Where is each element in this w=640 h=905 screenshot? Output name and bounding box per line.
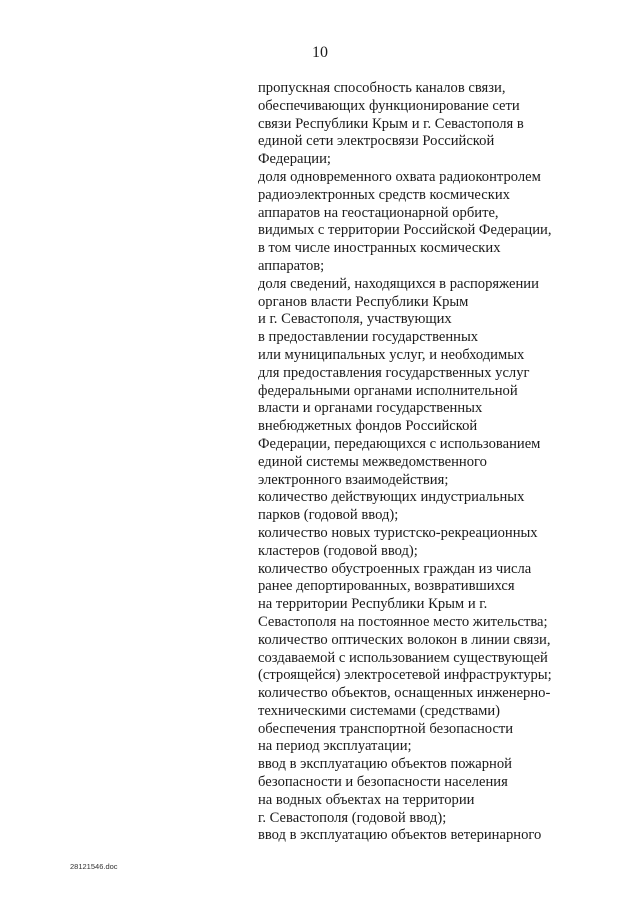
text-line: власти и органами государственных bbox=[258, 400, 483, 417]
text-line: органов власти Республики Крым bbox=[258, 293, 469, 310]
text-line: количество оптических волокон в линии связи, bbox=[258, 631, 551, 648]
text-line: пропускная способность каналов связи, bbox=[258, 80, 506, 96]
text-line: на территории Республики Крым и г. bbox=[258, 596, 488, 613]
text-line: кластеров (годовой ввод); bbox=[258, 542, 418, 559]
text-line: обеспечивающих функционирование сети bbox=[258, 97, 520, 114]
text-line: ранее депортированных, возвратившихся bbox=[258, 578, 515, 595]
text-line: радиоэлектронных средств космических bbox=[258, 186, 510, 203]
text-line: федеральными органами исполнительной bbox=[258, 382, 518, 399]
text-line: ввод в эксплуатацию объектов ветеринарного bbox=[258, 827, 542, 844]
text-line: техническими системами (средствами) bbox=[258, 702, 501, 719]
text-line: единой системы межведомственного bbox=[258, 453, 487, 470]
text-line: связи Республики Крым и г. Севастополя в bbox=[258, 115, 524, 132]
text-line: количество действующих индустриальных bbox=[258, 489, 525, 506]
text-line: и г. Севастополя, участвующих bbox=[258, 311, 452, 328]
text-line: Федерации, передающихся с использованием bbox=[258, 435, 541, 452]
text-line: аппаратов; bbox=[258, 257, 325, 274]
text-line: доля сведений, находящихся в распоряжении bbox=[258, 275, 539, 292]
text-line: внебюджетных фондов Российской bbox=[258, 418, 478, 435]
text-line: электронного взаимодействия; bbox=[258, 471, 449, 488]
text-line: обеспечения транспортной безопасности bbox=[258, 720, 514, 737]
text-line: (строящейся) электросетевой инфраструктуры; bbox=[258, 667, 552, 684]
text-line: парков (годовой ввод); bbox=[258, 507, 399, 524]
text-line: Федерации; bbox=[258, 151, 331, 168]
text-line: в том числе иностранных космических bbox=[258, 240, 501, 257]
text-line: количество новых туристско-рекреационных bbox=[258, 524, 538, 541]
document-filename: 28121546.doc bbox=[70, 862, 118, 871]
text-line: количество объектов, оснащенных инженерно- bbox=[258, 685, 551, 702]
text-line: ввод в эксплуатацию объектов пожарной bbox=[258, 756, 512, 773]
text-line: Севастополя на постоянное место жительства; bbox=[258, 613, 548, 630]
text-line: количество обустроенных граждан из числа bbox=[258, 560, 532, 577]
text-line: на период эксплуатации; bbox=[258, 738, 412, 755]
text-line: в предоставлении государственных bbox=[258, 329, 479, 346]
text-line: видимых с территории Российской Федерации, bbox=[258, 222, 552, 239]
page-number: 10 bbox=[312, 44, 328, 61]
text-line: безопасности и безопасности населения bbox=[258, 774, 508, 791]
text-line: создаваемой с использованием существующей bbox=[258, 649, 548, 666]
text-line: или муниципальных услуг, и необходимых bbox=[258, 346, 525, 363]
text-line: на водных объектах на территории bbox=[258, 791, 475, 808]
document-body bbox=[258, 80, 598, 845]
text-line: единой сети электросвязи Российской bbox=[258, 133, 495, 150]
text-line: для предоставления государственных услуг bbox=[258, 364, 530, 381]
text-line: г. Севастополя (годовой ввод); bbox=[258, 809, 447, 826]
text-line: аппаратов на геостационарной орбите, bbox=[258, 204, 499, 221]
text-line: доля одновременного охвата радиоконтролем bbox=[258, 168, 541, 185]
